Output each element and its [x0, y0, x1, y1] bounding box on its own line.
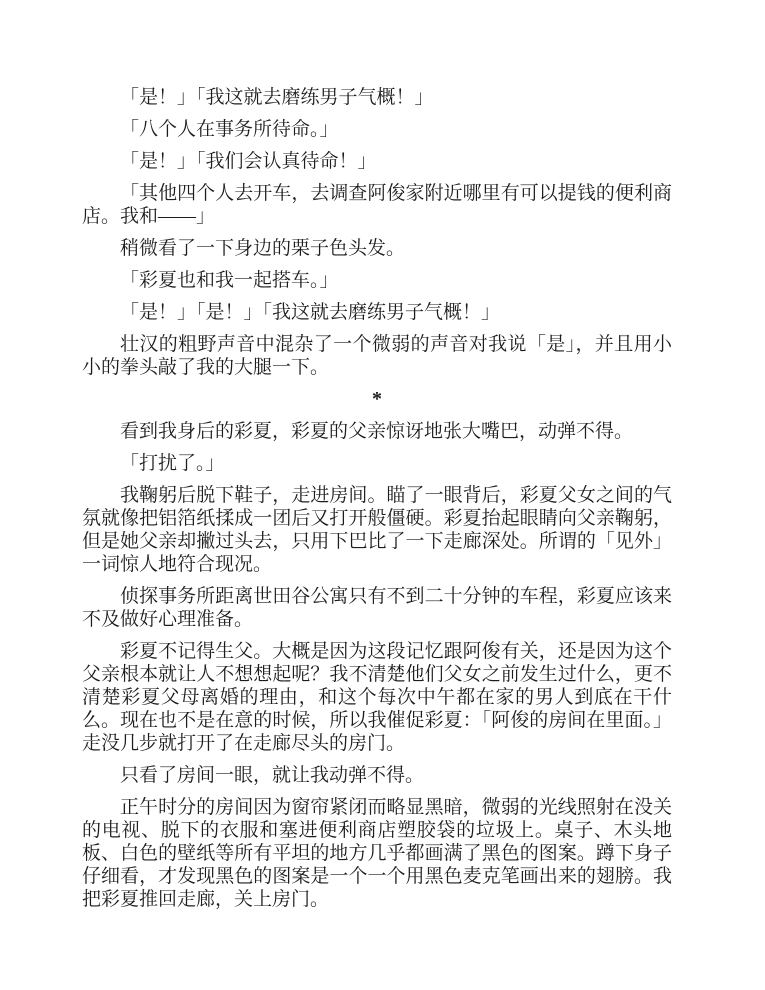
- dialogue-paragraph: 「是！」「我这就去磨练男子气概！」: [120, 87, 434, 108]
- narration-paragraph: 壮汉的粗野声音中混杂了一个微弱的声音对我说「是」，并且用小小的拳头敲了我的大腿一下。: [82, 334, 672, 378]
- text-column: [82, 86, 672, 920]
- narration-paragraph: 稍微看了一下身边的栗子色头发。: [120, 238, 406, 259]
- narration-paragraph: 我鞠躬后脱下鞋子，走进房间。瞄了一眼背后，彩夏父女之间的气氛就像把铝箔纸揉成一团后又打开般僵硬。彩夏抬起眼睛向父亲鞠躬，但是她父亲却撇过头去，只用下巴比了一下走廊深处。所谓的「见外」一词惊人地符合现况。: [82, 485, 672, 575]
- section-divider: *: [372, 388, 382, 410]
- narration-paragraph: 正午时分的房间因为窗帘紧闭而略显黑暗，微弱的光线照射在没关的电视、脱下的衣服和塞进便利商店塑胶袋的垃圾上。桌子、木头地板、白色的壁纸等所有平坦的地方几乎都画满了黑色的图案。蹲下身子仔细看，才发现黑色的图案是一个一个用黑色麦克笔画出来的翅膀。我把彩夏推回走廊，关上房门。: [82, 797, 672, 910]
- narration-paragraph: 看到我身后的彩夏，彩夏的父亲惊讶地张大嘴巴，动弹不得。: [120, 421, 634, 442]
- narration-paragraph: 彩夏不记得生父。大概是因为这段记忆跟阿俊有关，还是因为这个父亲根本就让人不想想起呢？我不清楚他们父女之前发生过什么，更不清楚彩夏父母离婚的理由，和这个每次中午都在家的男人到底在干什么。现在也不是在意的时候，所以我催促彩夏：「阿俊的房间在里面。」走没几步就打开了在走廊尽头的房门。: [82, 641, 672, 754]
- narration-paragraph: 只看了房间一眼，就让我动弹不得。: [120, 765, 425, 786]
- dialogue-paragraph: 「是！」「我们会认真待命！」: [120, 151, 377, 172]
- dialogue-paragraph: 「是！」「是！」「我这就去磨练男子气概！」: [120, 302, 501, 323]
- dialogue-paragraph: 「八个人在事务所待命。」: [120, 119, 339, 140]
- dialogue-paragraph: 「彩夏也和我一起搭车。」: [120, 270, 339, 291]
- dialogue-paragraph: 「其他四个人去开车，去调查阿俊家附近哪里有可以提钱的便利商店。我和——」: [82, 183, 672, 227]
- narration-paragraph: 侦探事务所距离世田谷公寓只有不到二十分钟的车程，彩夏应该来不及做好心理准备。: [82, 586, 672, 630]
- dialogue-paragraph: 「打扰了。」: [120, 453, 225, 474]
